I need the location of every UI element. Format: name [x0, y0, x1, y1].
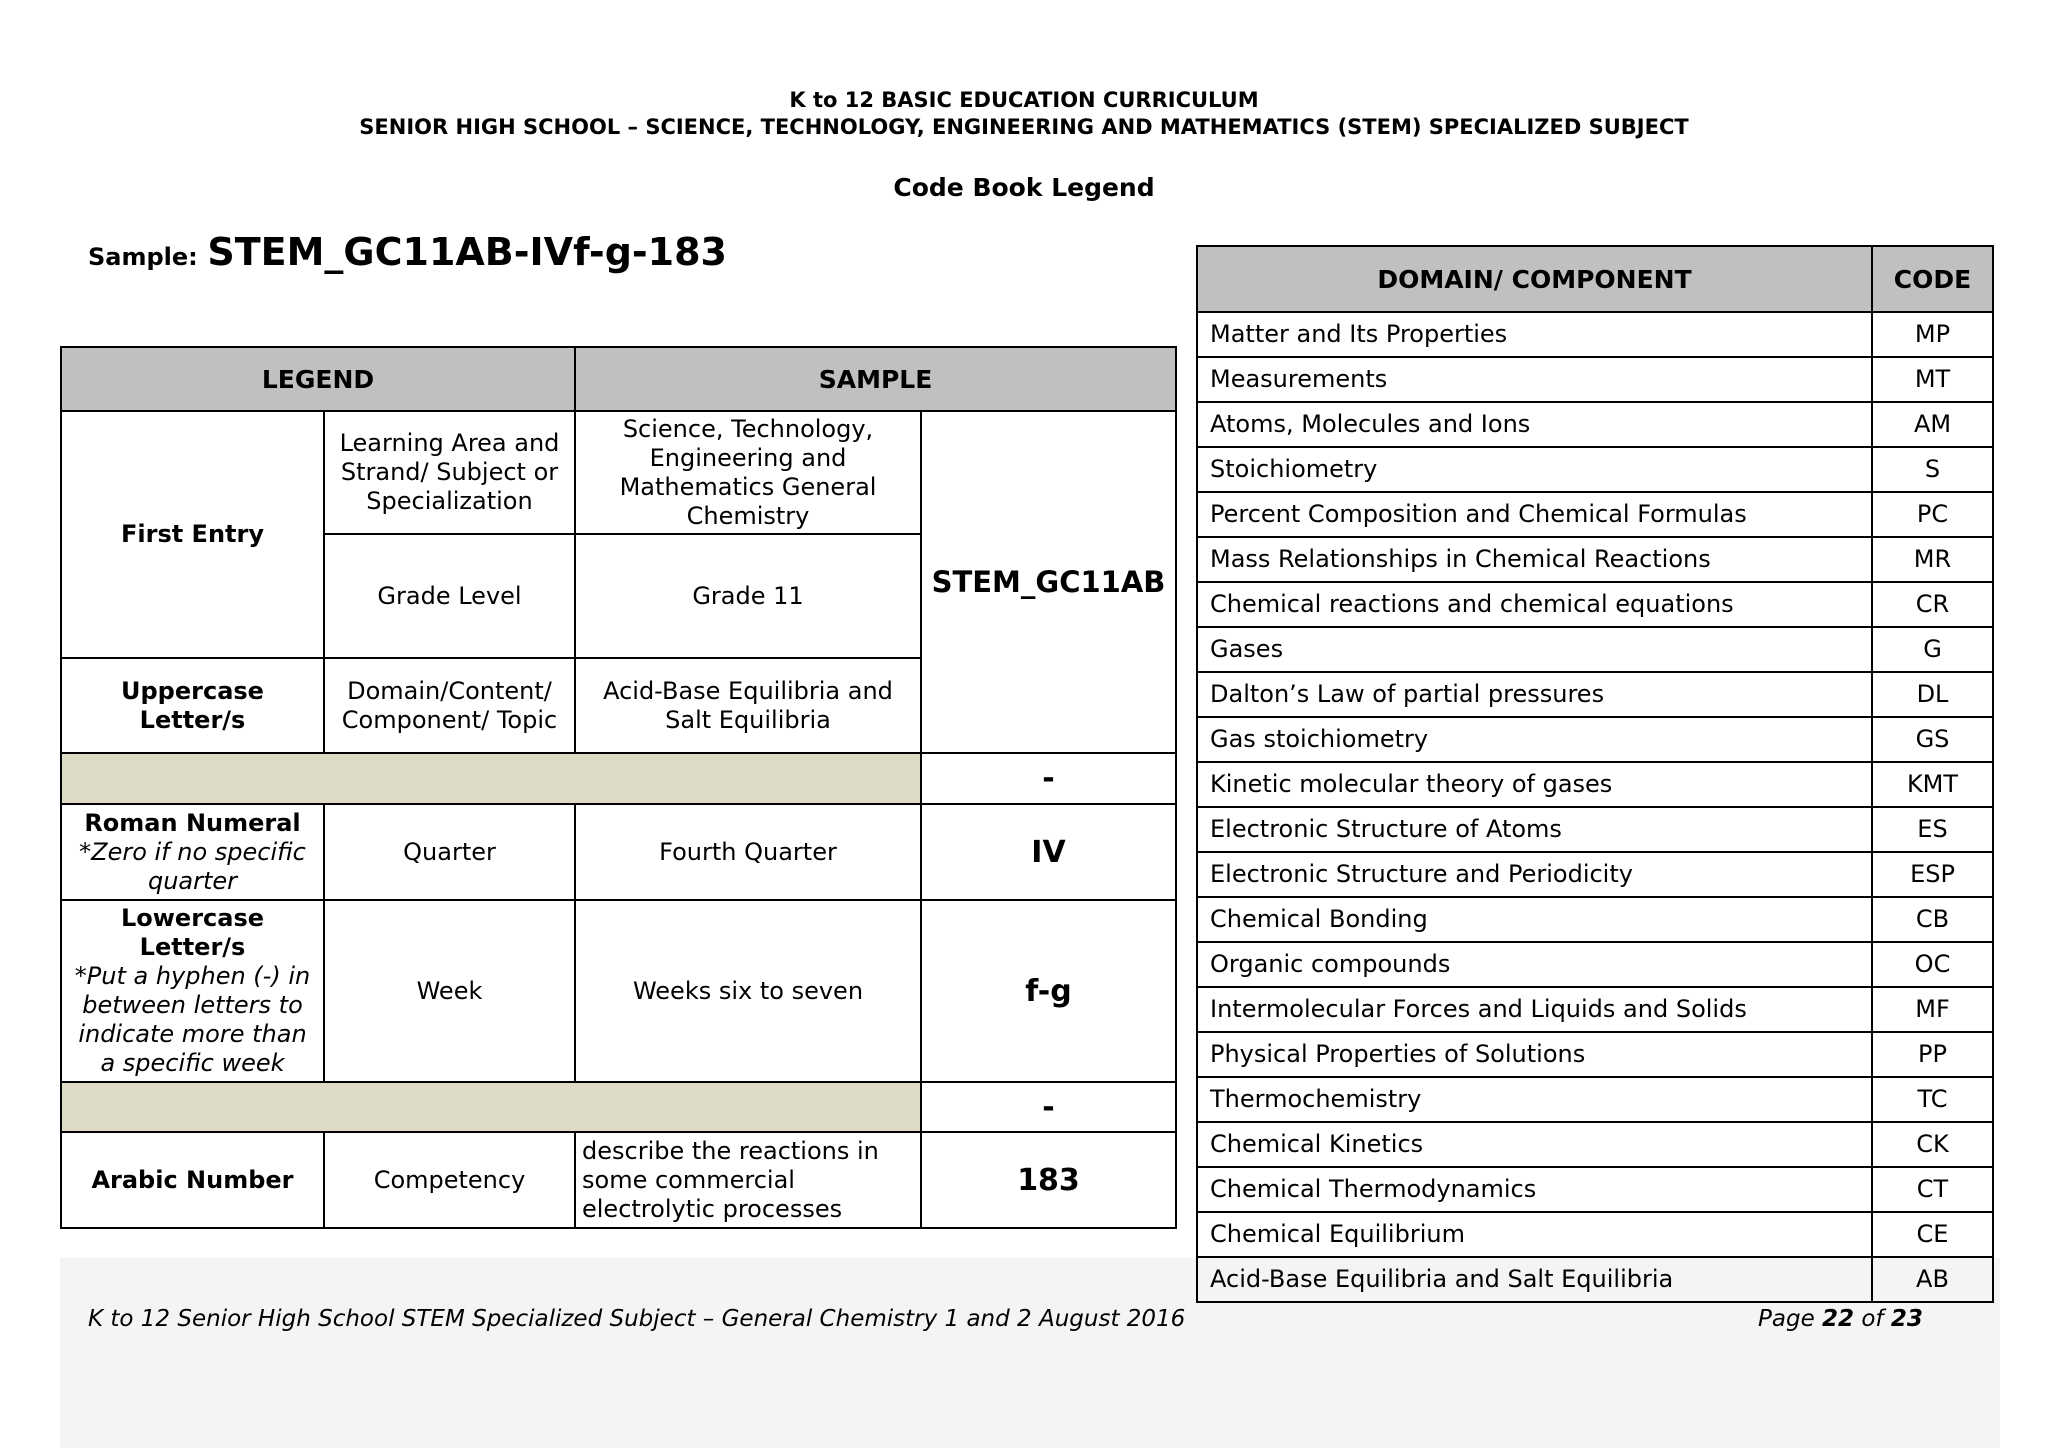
domain-name: Organic compounds	[1197, 942, 1872, 987]
separator-row	[61, 753, 921, 804]
domain-row	[1197, 492, 1993, 537]
domain-row	[1197, 402, 1993, 447]
domain-name: Chemical Equilibrium	[1197, 1212, 1872, 1257]
footer-document-title: K to 12 Senior High School STEM Specialized Subject – General Chemistry 1 and 2 August 2016	[88, 1306, 1186, 1332]
domain-code: ESP	[1872, 852, 1993, 897]
domain-row	[1197, 987, 1993, 1032]
domain-code: DL	[1872, 672, 1993, 717]
domain-row	[1197, 1257, 1993, 1302]
quarter-sample: Fourth Quarter	[575, 804, 921, 900]
domain-code: TC	[1872, 1077, 1993, 1122]
roman-numeral-note: *Zero if no specific quarter	[79, 837, 306, 895]
week-label: Week	[324, 900, 575, 1082]
domain-name: Stoichiometry	[1197, 447, 1872, 492]
domain-row	[1197, 447, 1993, 492]
domain-row	[1197, 807, 1993, 852]
domain-name: Thermochemistry	[1197, 1077, 1872, 1122]
quarter-label: Quarter	[324, 804, 575, 900]
domain-code: PC	[1872, 492, 1993, 537]
sample-code: STEM_GC11AB-IVf-g-183	[207, 230, 728, 274]
code-book-legend-title: Code Book Legend	[893, 173, 1155, 202]
arabic-number-label: Arabic Number	[61, 1132, 324, 1228]
legend-header: LEGEND	[61, 347, 575, 411]
domain-row	[1197, 357, 1993, 402]
domain-code: CK	[1872, 1122, 1993, 1167]
week-sample: Weeks six to seven	[575, 900, 921, 1082]
domain-row	[1197, 762, 1993, 807]
learning-area-sample: Science, Technology, Engineering and Mathematics General Chemistry	[575, 411, 921, 534]
domain-row	[1197, 1167, 1993, 1212]
domain-name: Chemical Kinetics	[1197, 1122, 1872, 1167]
domain-name: Intermolecular Forces and Liquids and Solids	[1197, 987, 1872, 1032]
grade-level-sample: Grade 11	[575, 534, 921, 658]
domain-row	[1197, 627, 1993, 672]
domain-name: Matter and Its Properties	[1197, 312, 1872, 357]
domain-name: Measurements	[1197, 357, 1872, 402]
domain-code: AM	[1872, 402, 1993, 447]
domain-row	[1197, 1077, 1993, 1122]
domain-topic-label: Domain/Content/ Component/ Topic	[324, 658, 575, 753]
domain-name: Chemical Bonding	[1197, 897, 1872, 942]
domain-code: MF	[1872, 987, 1993, 1032]
roman-numeral-label: Roman Numeral	[84, 808, 301, 837]
learning-area-label: Learning Area and Strand/ Subject or Specialization	[324, 411, 575, 534]
competency-code: 183	[921, 1132, 1176, 1228]
sample-code-line	[88, 230, 727, 274]
domain-name: Electronic Structure and Periodicity	[1197, 852, 1872, 897]
first-entry-label: First Entry	[61, 411, 324, 658]
domain-row	[1197, 1212, 1993, 1257]
roman-numeral-cell	[61, 804, 324, 900]
page-number: Page 22 of 23	[1758, 1306, 1923, 1332]
domain-row	[1197, 1032, 1993, 1077]
domain-name: Mass Relationships in Chemical Reactions	[1197, 537, 1872, 582]
domain-code: OC	[1872, 942, 1993, 987]
domain-name: Electronic Structure of Atoms	[1197, 807, 1872, 852]
domain-code: GS	[1872, 717, 1993, 762]
domain-name: Acid-Base Equilibria and Salt Equilibria	[1197, 1257, 1872, 1302]
separator-row	[61, 1082, 921, 1132]
domain-name: Percent Composition and Chemical Formulas	[1197, 492, 1872, 537]
week-code: f-g	[921, 900, 1176, 1082]
domain-code: MP	[1872, 312, 1993, 357]
domain-code: CB	[1872, 897, 1993, 942]
grade-level-label: Grade Level	[324, 534, 575, 658]
domain-code: KMT	[1872, 762, 1993, 807]
sample-header: SAMPLE	[575, 347, 1176, 411]
domain-code: PP	[1872, 1032, 1993, 1077]
curriculum-title: K to 12 BASIC EDUCATION CURRICULUM	[789, 88, 1259, 112]
competency-label: Competency	[324, 1132, 575, 1228]
domain-header: DOMAIN/ COMPONENT	[1197, 246, 1872, 312]
domain-code: CE	[1872, 1212, 1993, 1257]
domain-name: Gas stoichiometry	[1197, 717, 1872, 762]
domain-code: CT	[1872, 1167, 1993, 1212]
domain-row	[1197, 897, 1993, 942]
domain-name: Gases	[1197, 627, 1872, 672]
hyphen-code: -	[921, 1082, 1176, 1132]
domain-name: Atoms, Molecules and Ions	[1197, 402, 1872, 447]
domain-name: Physical Properties of Solutions	[1197, 1032, 1872, 1077]
uppercase-label: Uppercase Letter/s	[61, 658, 324, 753]
domain-code: G	[1872, 627, 1993, 672]
domain-topic-sample: Acid-Base Equilibria and Salt Equilibria	[575, 658, 921, 753]
sample-label: Sample:	[88, 243, 198, 271]
domain-name: Dalton’s Law of partial pressures	[1197, 672, 1872, 717]
first-entry-code: STEM_GC11AB	[921, 411, 1176, 753]
curriculum-subtitle: SENIOR HIGH SCHOOL – SCIENCE, TECHNOLOGY, ENGINEERING AND MATHEMATICS (STEM) SPECIALIZED SUBJECT	[359, 115, 1689, 139]
lowercase-note: *Put a hyphen (-) in between letters to indicate more than a specific week	[74, 962, 311, 1077]
domain-row	[1197, 537, 1993, 582]
domain-code: MT	[1872, 357, 1993, 402]
domain-row	[1197, 312, 1993, 357]
domain-row	[1197, 717, 1993, 762]
domain-name: Chemical Thermodynamics	[1197, 1167, 1872, 1212]
domain-row	[1197, 672, 1993, 717]
hyphen-code: -	[921, 753, 1176, 804]
legend-table	[60, 346, 1177, 1229]
competency-sample: describe the reactions in some commercial electrolytic processes	[575, 1132, 921, 1228]
domain-code: MR	[1872, 537, 1993, 582]
domain-name: Chemical reactions and chemical equations	[1197, 582, 1872, 627]
domain-component-table	[1196, 245, 1994, 1303]
domain-code: S	[1872, 447, 1993, 492]
lowercase-label: Lowercase Letter/s	[120, 904, 265, 961]
domain-row	[1197, 852, 1993, 897]
quarter-code: IV	[921, 804, 1176, 900]
domain-code: ES	[1872, 807, 1993, 852]
domain-name: Kinetic molecular theory of gases	[1197, 762, 1872, 807]
code-header: CODE	[1872, 246, 1993, 312]
domain-code: CR	[1872, 582, 1993, 627]
domain-row	[1197, 1122, 1993, 1167]
domain-code: AB	[1872, 1257, 1993, 1302]
lowercase-cell	[61, 900, 324, 1082]
domain-row	[1197, 582, 1993, 627]
domain-row	[1197, 942, 1993, 987]
